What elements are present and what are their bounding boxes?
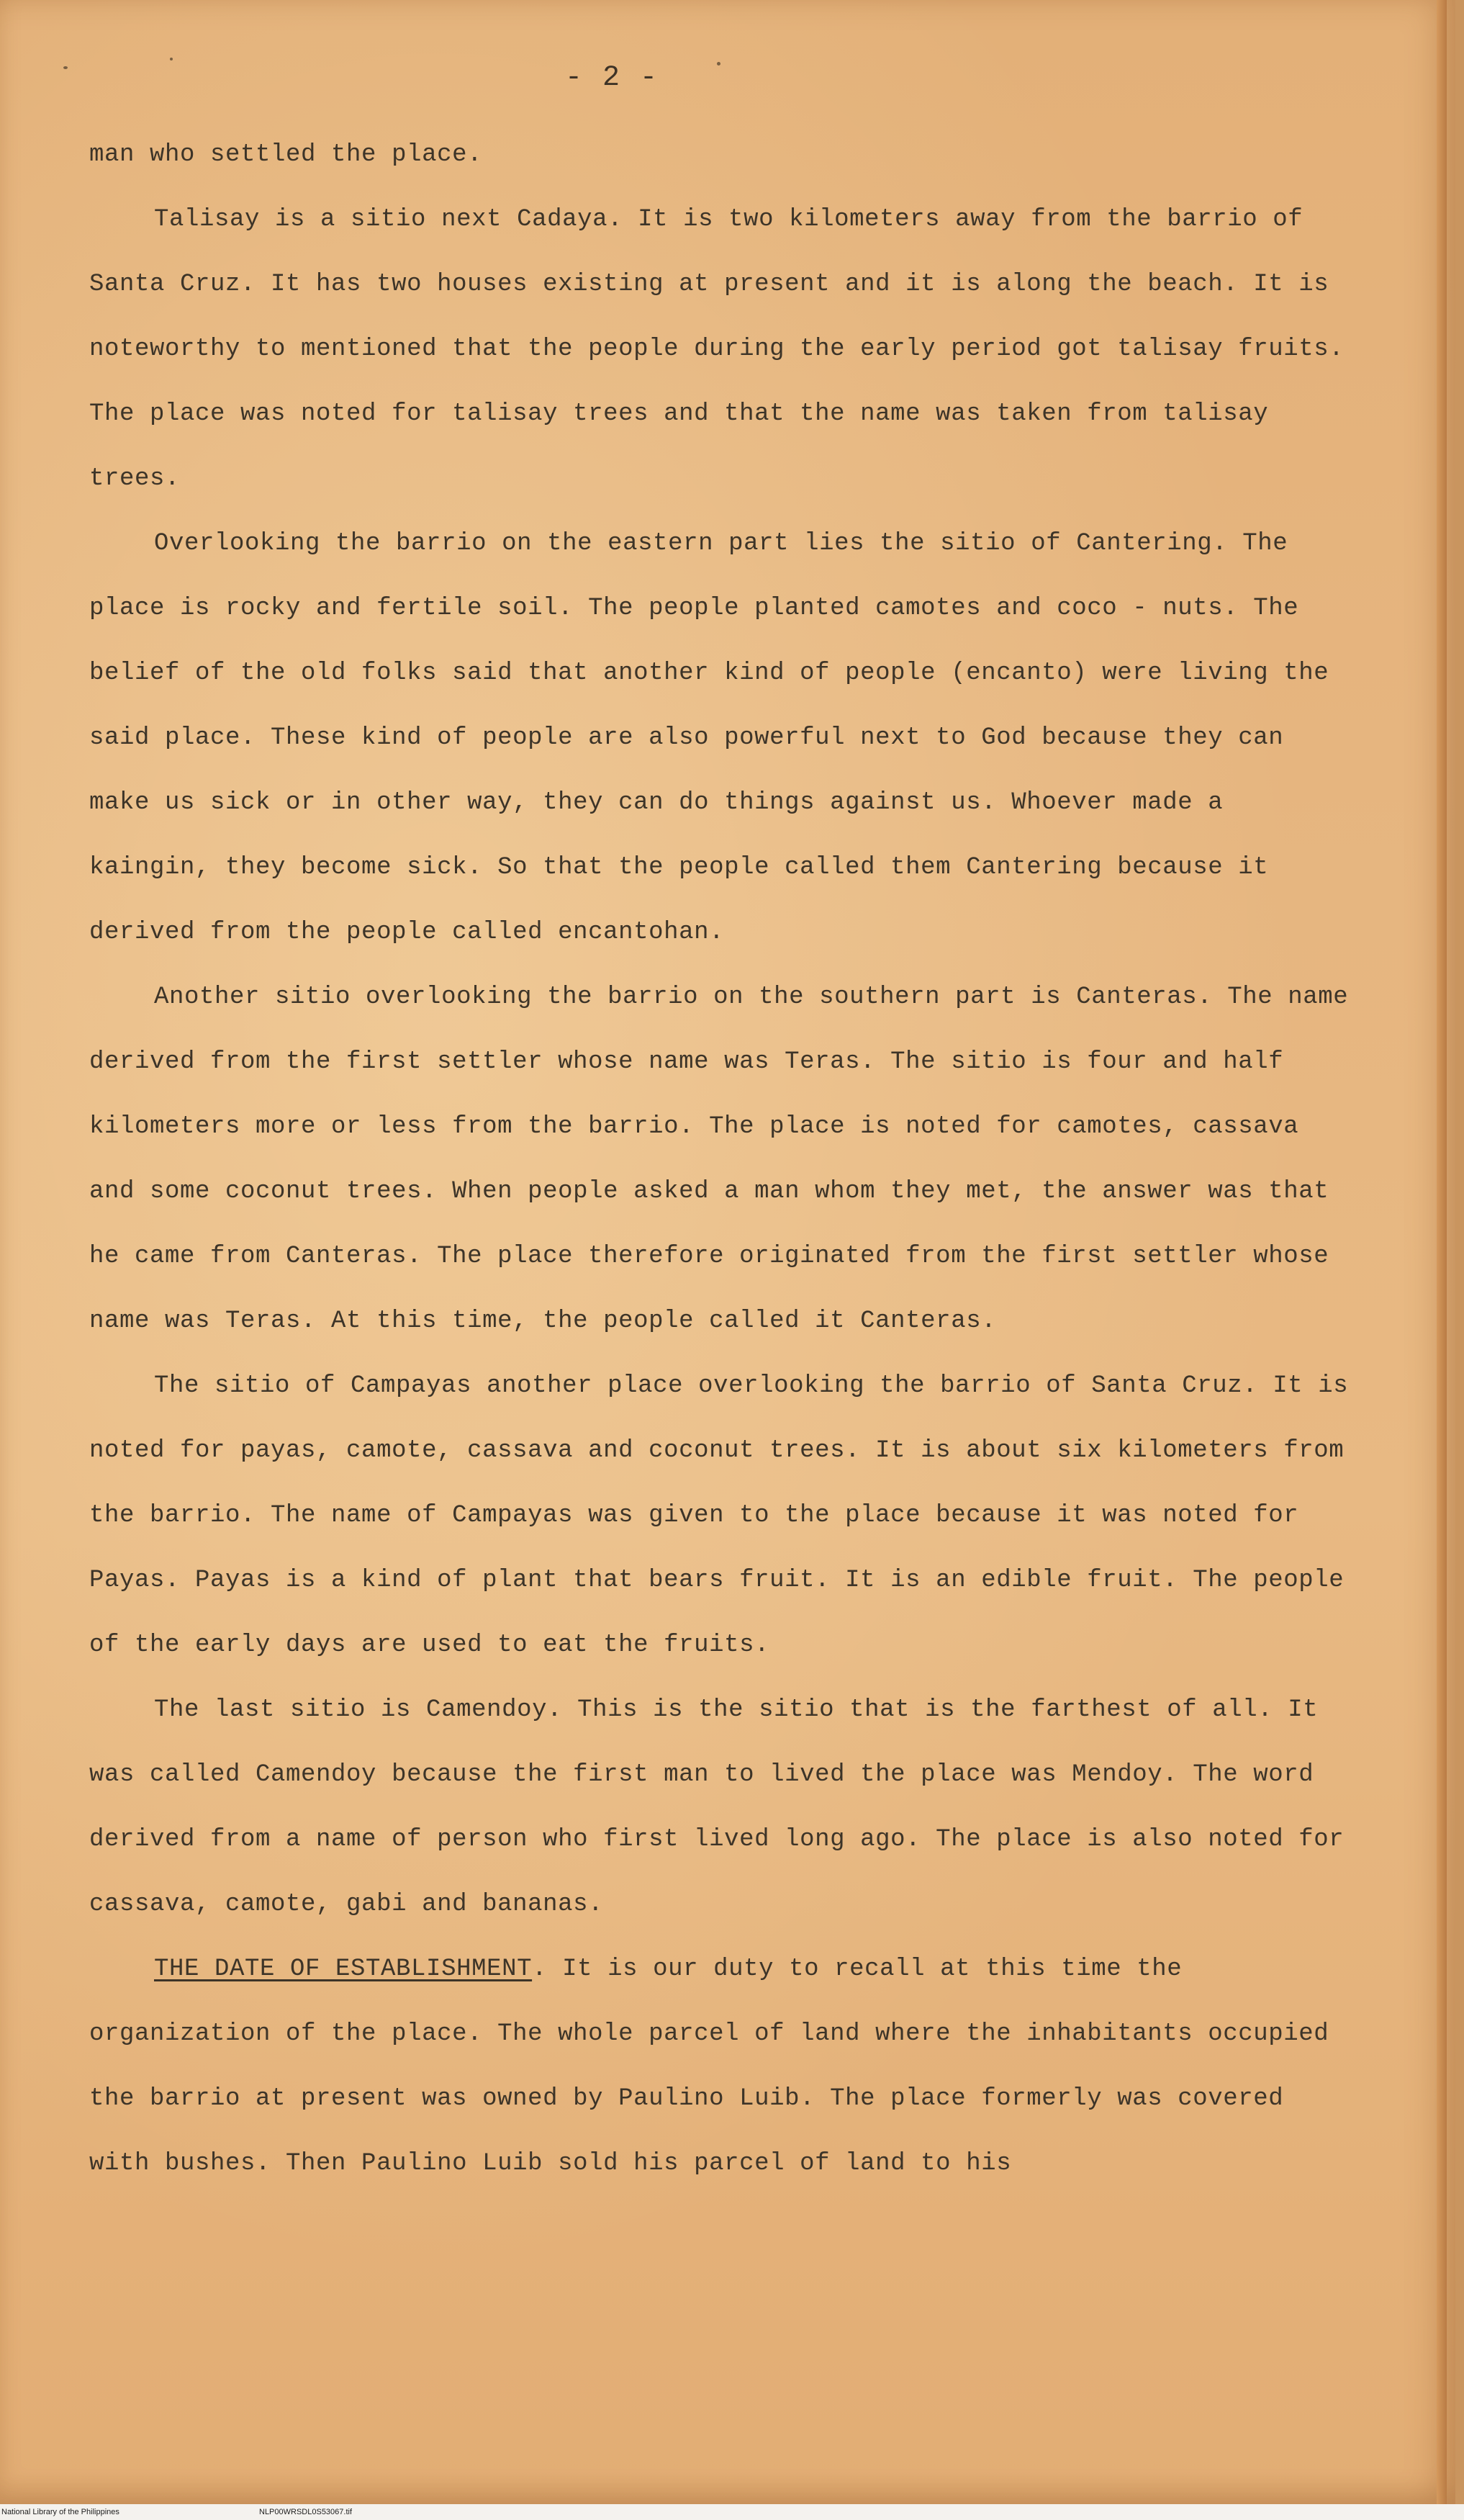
paragraph-campayas: The sitio of Campayas another place overlooking the barrio of Santa Cruz. It is noted for payas, camote, cassava and coconut trees. It is about six kilometers from the barrio. The name of Campayas was given to the place because it was noted for Payas. Payas is a kind of plant that bears fruit. It is an edible fruit. The people of the early days are used to eat the fruits. — [89, 1372, 1349, 1659]
scan-footer — [0, 2504, 1464, 2520]
section-text: . It is our duty to recall at this time the organization of the place. The whole parcel of land where the inhabitants occupied the barrio at present was owned by Paulino Luib. The place formerly was covered with bushes. Then Paulino Luib sold his parcel of land to his — [89, 1956, 1329, 2177]
paragraph-date-of-establishment — [89, 1937, 1356, 2196]
page-number: - 2 - — [564, 62, 659, 94]
section-heading: THE DATE OF ESTABLISHMENT — [154, 1956, 533, 1983]
ink-speck — [170, 58, 173, 60]
document-body — [89, 122, 1356, 2196]
paragraph-canteras: Another sitio overlooking the barrio on the southern part is Canteras. The name derived from the first settler whose name was Teras. The sitio is four and half kilometers more or less from the barrio. The place is noted for camotes, cassava and some coconut trees. When people asked a man whom they met, the answer was that he came from Canteras. The place therefore originated from the first settler whose name was Teras. At this time, the people called it Canteras. — [89, 984, 1349, 1335]
footer-library: National Library of the Philippines — [1, 2508, 119, 2516]
footer-filename: NLP00WRSDL0S53067.tif — [259, 2508, 353, 2516]
paragraph-talisay: Talisay is a sitio next Cadaya. It is two kilometers away from the barrio of Santa Cruz. It has two houses existing at present and it is along the beach. It is noteworthy to mentioned that the people during the early period got talisay fruits. The place was noted for talisay trees and that the name was taken from talisay trees. — [89, 206, 1345, 492]
paragraph-cantering: Overlooking the barrio on the eastern part lies the sitio of Cantering. The place is rocky and fertile soil. The people planted camotes and coco - nuts. The belief of the old folks said that another kind of people (encanto) were living the said place. These kind of people are also powerful next to God because they can make us sick or in other way, they can do things against us. Whoever made a kaingin, they become sick. So that the people called them Cantering because it derived from the people called encantohan. — [89, 530, 1329, 946]
page-edge — [1437, 0, 1447, 2504]
paragraph-camendoy: The last sitio is Camendoy. This is the sitio that is the farthest of all. It was called Camendoy because the first man to lived the place was Mendoy. The word derived from a name of person who first lived long ago. The place is also noted for cassava, camote, gabi and bananas. — [89, 1696, 1345, 1918]
paragraph-continuation: man who settled the place. — [89, 141, 483, 168]
